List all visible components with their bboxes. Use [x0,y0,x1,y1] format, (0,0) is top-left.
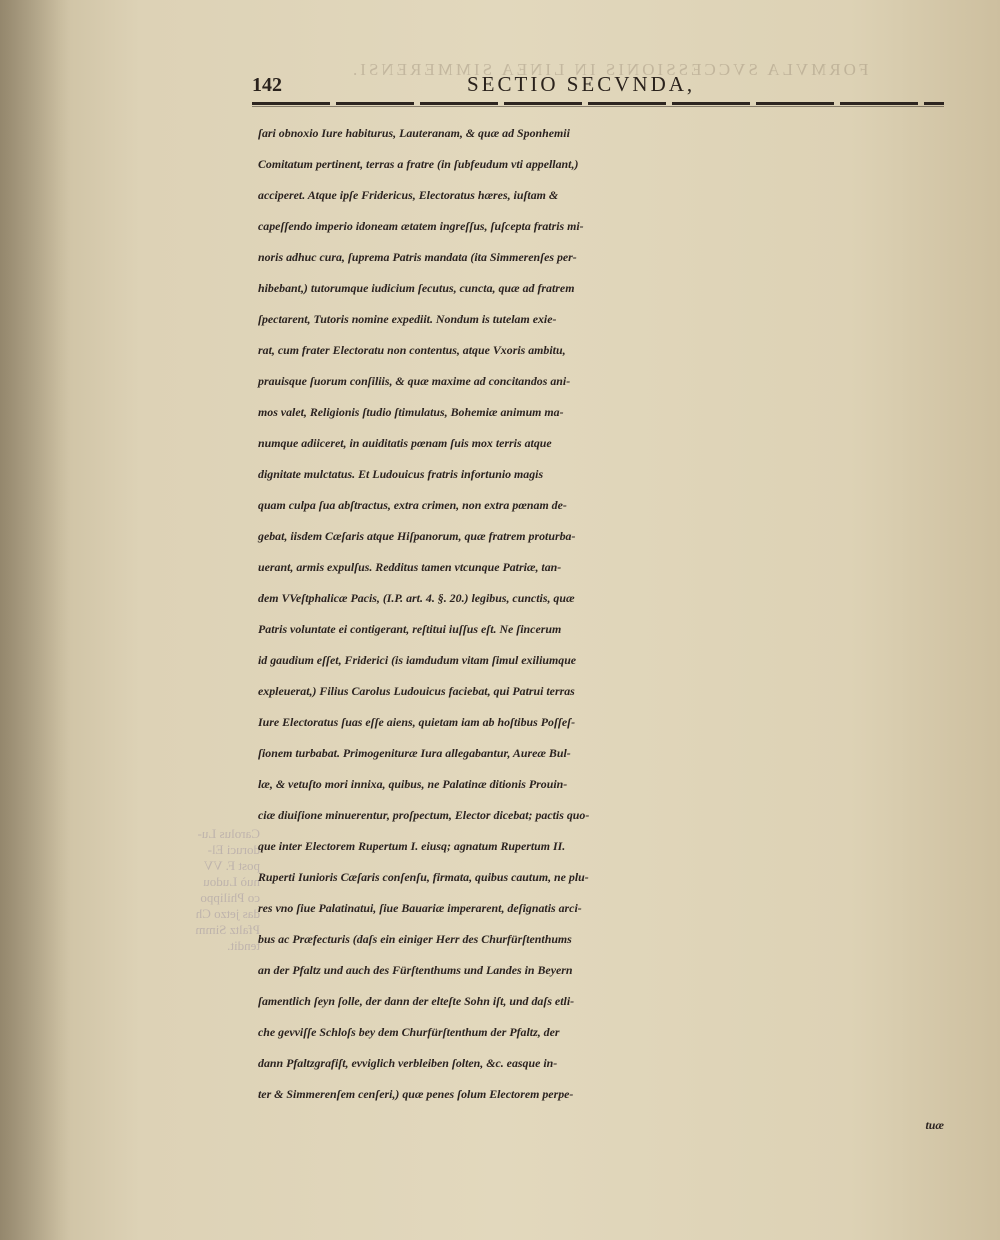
page-number: 142 [252,74,282,96]
bleed-line: post F. VV [203,858,260,873]
text-line: rat, cum frater Electoratu non contentus, atque Vxoris ambitu, [258,343,566,357]
text-line: expleuerat,) Filius Carolus Ludouicus faciebat, qui Patrui terras [258,684,575,698]
header-rule [252,102,944,105]
text-line: noris adhuc cura, ſuprema Patris mandata (ita Simmerenſes per- [258,250,577,264]
text-line: bus ac Præfecturis (daſs ein einiger Herr des Churfürſtenthums [258,932,572,946]
text-line: dignitate mulctatus. Et Ludouicus fratris infortunio magis [258,467,544,481]
body-text [258,118,950,1141]
text-line: capeſſendo imperio idoneam ætatem ingreſſus, ſuſcepta fratris mi- [258,219,584,233]
catchword: tuæ [925,1118,944,1132]
gutter-shadow [0,0,70,1240]
text-line: prauisque ſuorum conſiliis, & quæ maxime ad concitandos ani- [258,374,571,388]
bleed-line: Carolus Lu- [197,826,260,841]
text-line: uerant, armis expulſus. Redditus tamen vtcunque Patriæ, tan- [258,560,562,574]
text-line: gebat, iisdem Cæſaris atque Hiſpanorum, quæ fratrem proturba- [258,529,576,543]
text-line: an der Pfaltz und auch des Fürſtenthums und Landes in Beyern [258,963,573,977]
text-line: mos valet, Religionis ſtudio ſtimulatus, Bohemiæ animum ma- [258,405,564,419]
bleed-line: Pfaltz Simm [195,922,260,937]
text-line: ſionem turbabat. Primogenituræ Iura allegabantur, Aureæ Bul- [258,746,571,760]
bleed-through-header: FORMVLA SVCCESSIONIS IN LINEA SIMMERENSI. [350,60,869,79]
bleed-line: nuò Ludou [203,874,260,889]
text-line: ſamentlich ſeyn ſolle, der dann der elteſte Sohn iſt, und daſs etli- [258,994,575,1008]
text-line: ciæ diuiſione minuerentur, proſpectum, Elector dicebat; pactis quo- [258,808,590,822]
text-line: Ruperti Iunioris Cæſaris conſenſu, firmata, quibus cautum, ne plu- [258,870,589,884]
text-line: res vno ſiue Palatinatui, ſiue Bauariæ imperarent, deſignatis arci- [258,901,582,915]
text-line: ter & Simmerenſem cenſeri,) quæ penes ſolum Electorem perpe- [258,1087,574,1101]
text-line: quam culpa ſua abſtractus, extra crimen, non extra pœnam de- [258,498,567,512]
text-line: id gaudium eſſet, Friderici (is iamdudum vitam ſimul exiliumque [258,653,577,667]
bleed-line: das jetzo Ch [195,906,260,921]
running-head: SECTIO SECVNDA, [467,72,696,96]
text-line: hibebant,) tutorumque iudicium ſecutus, cuncta, quæ ad fratrem [258,281,575,295]
text-line: numque adiiceret, in auiditatis pœnam ſuis mox terris atque [258,436,552,450]
header-rule-thin [252,106,944,107]
text-line: læ, & vetuſto mori innixa, quibus, ne Palatinæ ditionis Prouin- [258,777,568,791]
text-line: dann Pfaltzgrafiſt, evviglich verbleiben ſolten, &c. easque in- [258,1056,558,1070]
text-line: ſari obnoxio Iure habiturus, Lauteranam, & quæ ad Sponhemii [258,126,570,140]
bleed-line: co Philippo [200,890,260,905]
bleed-line: tendit. [227,938,260,953]
text-line: dem VVeſtphalicæ Pacis, (I.P. art. 4. §. 20.) legibus, cunctis, quæ [258,591,575,605]
text-line: acciperet. Atque ipſe Fridericus, Electoratus hæres, iuſtam & [258,188,559,202]
text-line: que inter Electorem Rupertum I. eiusq; agnatum Rupertum II. [258,839,566,853]
text-line: Iure Electoratus ſuas eſſe aiens, quietam iam ab hoſtibus Poſſeſ- [258,715,576,729]
text-line: ſpectarent, Tutoris nomine expediit. Nondum is tutelam exie- [258,312,557,326]
bleed-through-margin-note [140,826,260,954]
page-header [252,70,944,100]
text-line: Comitatum pertinent, terras a fratre (in ſubfeudum vti appellant,) [258,157,579,171]
text-line: Patris voluntate ei contigerant, reſtitui iuſſus eſt. Ne ſincerum [258,622,562,636]
text-line: che gevviſſe Schloſs bey dem Churfürſtenthum der Pfaltz, der [258,1025,560,1039]
bleed-line: doruci El- [207,842,260,857]
